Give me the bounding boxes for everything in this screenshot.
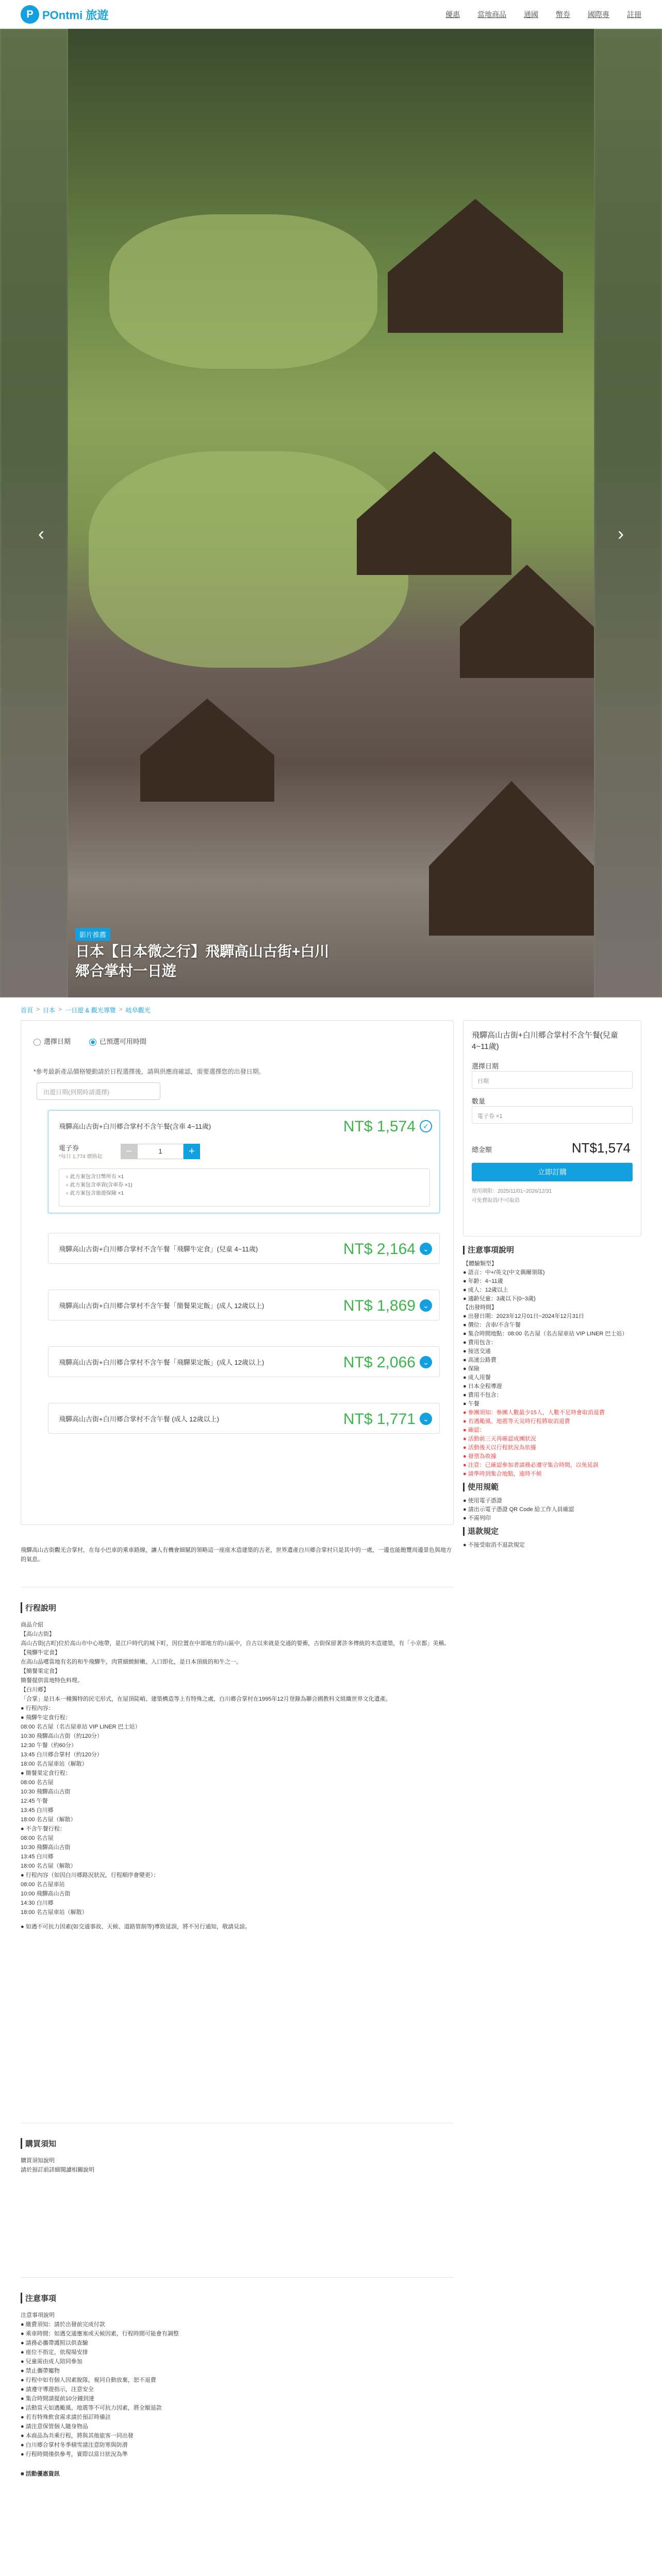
list-item: 18:00 名古屋（解散）: [21, 1863, 76, 1869]
list-item: 【簡餐果定食】: [21, 1668, 60, 1674]
list-item: ● 活動前三天再確認成團狀況: [463, 1436, 536, 1442]
list-item: ● 請注意保管個人隨身物品: [21, 2424, 88, 2430]
list-item: 13:45 白川郷合掌村（約120分）: [21, 1752, 103, 1758]
list-item: 10:30 飛驒高山古街: [21, 1789, 71, 1795]
list-item: ● 活動後天以行程狀況為依據: [463, 1445, 536, 1451]
list-item: 【體驗類型】: [463, 1261, 497, 1267]
package-name: 飛驒高山古街+白川郷合掌村不含午餐「飛驒牛定食」(兒童 4~11歲): [59, 1245, 258, 1253]
list-item: ● 確認：: [463, 1427, 485, 1433]
list-item: ● 不接受取消不退款規定: [463, 1542, 525, 1548]
list-item: ● 集合時間地點：08:00 名古屋（名古屋車站 VIP LINER 巴士站）: [463, 1331, 628, 1337]
house-shape: [357, 451, 511, 575]
list-item: 在高山品嚐當地有名的和牛飛驒牛，肉質細緻鮮嫩、入口即化，是日本頂級的和牛之一。: [21, 1659, 242, 1665]
include-text: 此方案包含旅遊保險 ×1: [70, 1191, 124, 1196]
list-item: ● 日本全程導遊: [463, 1383, 502, 1389]
hero-image: [68, 29, 594, 997]
booking-summary: [463, 1020, 641, 1236]
quantity-value[interactable]: 1: [137, 1144, 184, 1159]
qty-field[interactable]: 電子券 ×1: [472, 1106, 633, 1124]
list-item: ● 行程中如有個人因素脫隊，視同自動放棄，恕不退費: [21, 2377, 156, 2383]
list-item: ● 本商品為共乘行程，將與其他旅客一同出發: [21, 2433, 134, 2439]
notice-list: [21, 2311, 454, 2459]
date-mode-radios: [34, 1036, 146, 1046]
list-item: ● 高速公路費: [463, 1357, 496, 1363]
list-item: ● 若有特殊飲食需求請於預訂時備註: [21, 2414, 111, 2420]
hero-prev-image[interactable]: [0, 29, 68, 997]
booking-panel: [21, 1020, 454, 1525]
breadcrumb-sep: >: [36, 1006, 40, 1013]
list-item: ● 保險: [463, 1366, 479, 1372]
field-shape: [109, 214, 377, 369]
section-heading: 使用規範: [463, 1483, 641, 1492]
list-item: 「合掌」是日本一種獨特的民宅形式，在屋頂陡峭、建築構造等上有特殊之處，白川郷合掌村在1995年12月登錄為聯合國教科文組織世界文化遺產。: [21, 1696, 391, 1702]
breadcrumb-item[interactable]: 首頁: [21, 1007, 34, 1014]
booking-note: *參考最新產品價格變動請於日程選擇後，請與供應商確認，需要選擇您的出發日期。: [34, 1068, 265, 1075]
purchase-section: [21, 2138, 454, 2175]
list-item: ● 座位不指定，依現場安排: [21, 2349, 88, 2355]
list-item: 請於預訂前詳細閱讀相關說明: [21, 2167, 94, 2173]
total-label: 總金額: [472, 1146, 492, 1154]
itinerary-list: [21, 1620, 454, 1917]
section-heading: 行程說明: [21, 1602, 454, 1613]
breadcrumb-item[interactable]: 岐阜觀光: [125, 1007, 151, 1014]
package-option[interactable]: [48, 1346, 440, 1377]
list-item: ● 行程時間僅供參考，實際以當日狀況為準: [21, 2451, 128, 2458]
list-item: ● 參團須知：參團人數最少15人，人數不足時會取消退費: [463, 1410, 605, 1416]
nav-link-2[interactable]: 通國: [524, 10, 538, 19]
intro-text: [21, 1546, 454, 1564]
nav-link-1[interactable]: 當地商品: [477, 10, 506, 19]
itinerary-section: [21, 1602, 454, 1931]
package-price: NT$ 1,771: [343, 1411, 416, 1428]
cancel-policy: 可免費取消/不可取消: [472, 1198, 520, 1204]
radio-checked-icon: [89, 1039, 96, 1046]
list-item: 13:45 白川郷: [21, 1854, 54, 1860]
list-item: ● 白川郷合掌村冬季積雪請注意防寒與防滑: [21, 2442, 128, 2448]
chevron-left-icon[interactable]: ‹: [38, 523, 44, 544]
radio-label: 選擇日期: [44, 1038, 71, 1045]
package-option[interactable]: [48, 1110, 440, 1213]
house-shape: [460, 565, 594, 678]
list-item: ● 使用電子憑證: [463, 1498, 502, 1504]
logo-text: POntmi 旅遊: [42, 8, 109, 22]
intro-paragraph: 飛驒高山古街觀光合掌村，在每小巴車的乘車路線，讓人有機會細膩的領略這一座座木造建築的古老，世界遺產白川郷合掌村只是其中的一處，一邊也能飽覽周邊景色與地方的氣息。: [21, 1547, 452, 1563]
hero-gallery: [0, 29, 662, 997]
qty-sub: *每日 1,774 價格起: [59, 1154, 103, 1160]
list-item: 08:00 名古屋: [21, 1835, 54, 1841]
list-item: ● 請出示電子憑證 QR Code 給工作人員確認: [463, 1506, 574, 1513]
qty-label: 電子券: [59, 1144, 79, 1152]
list-item: 08:00 名古屋車站: [21, 1882, 65, 1888]
list-item: 高山古街(古町)位於高山市中心地帶，是江戶時代的城下町，因位置在中部地方的山區中，自古以來就是交通的要衝，古街保留著許多傳統的木造建築，有「小京都」美稱。: [21, 1640, 450, 1647]
include-item: ○ 此方案包含車資(含車券 ×1): [65, 1182, 133, 1188]
list-item: ● 繳費須知：請於出發前完成付款: [21, 2321, 105, 2328]
list-item: 【出發時間】: [463, 1304, 497, 1311]
quantity-stepper: [121, 1144, 200, 1159]
package-price: NT$ 1,869: [343, 1297, 416, 1314]
notice-section: [21, 2293, 454, 2479]
list-item: 注意事項說明: [21, 2312, 55, 2318]
list-item: ● 集合時間請提前10分鐘到達: [21, 2396, 94, 2402]
list-item: ● 請準時到集合地點，逾時不候: [463, 1471, 542, 1477]
house-shape: [388, 199, 563, 333]
nav-link-5[interactable]: 註冊: [627, 10, 641, 19]
radio-preselected[interactable]: [89, 1036, 146, 1046]
package-price: NT$ 2,164: [343, 1241, 416, 1258]
package-option[interactable]: [48, 1403, 440, 1434]
package-name: 飛驒高山古街+白川郷合掌村不含午餐 (成人 12歲以上): [59, 1415, 219, 1423]
chevron-down-icon: ⌄: [420, 1413, 432, 1425]
date-label: 選擇日期: [472, 1062, 499, 1070]
banner-label: ■ 活動優惠資訊: [21, 2471, 60, 2477]
list-item: 13:45 白川郷: [21, 1807, 54, 1814]
list-item: 【白川郷】: [21, 1687, 49, 1693]
date-input[interactable]: 出遊日期(到期時請選擇): [37, 1082, 160, 1100]
list-item: ● 價位：含車/不含午餐: [463, 1322, 521, 1328]
list-item: ● 出發日期：2023年12月01日~2024年12月31日: [463, 1313, 585, 1319]
right-notes: [463, 1242, 641, 1550]
radio-select-date[interactable]: [34, 1036, 71, 1046]
chevron-down-icon: ⌄: [420, 1243, 432, 1255]
list-item: ● 乘車時間：如遇交通壅塞或天候因素，行程時間可能會有調整: [21, 2331, 179, 2337]
section-heading: 注意事項: [21, 2293, 454, 2303]
book-now-button[interactable]: 立即訂購: [472, 1163, 633, 1181]
date-field[interactable]: 日期: [472, 1071, 633, 1089]
hero-next-image[interactable]: [594, 29, 662, 997]
list-item: ● 年齡：4~11歲: [463, 1278, 503, 1284]
list-item: ● 簡餐果定食行程：: [21, 1770, 71, 1776]
check-icon: ✓: [420, 1120, 432, 1132]
chevron-down-icon: ⌄: [420, 1356, 432, 1368]
list-item: ● 成人用餐: [463, 1375, 491, 1381]
list-item: 【高山古街】: [21, 1631, 55, 1637]
minus-button[interactable]: −: [121, 1144, 137, 1159]
top-bar: [0, 0, 662, 29]
package-price: NT$ 1,574: [343, 1118, 416, 1135]
logo[interactable]: [21, 5, 108, 24]
logo-mark: P: [21, 5, 39, 24]
list-item: 商品介紹: [21, 1622, 43, 1628]
list-item: 10:00 飛驒高山古街: [21, 1891, 71, 1897]
include-item: ○ 此方案包含旅遊保險 ×1: [65, 1191, 124, 1196]
valid-period: 使用期限：2025/11/01~2026/12/31: [472, 1189, 552, 1194]
package-price: NT$ 2,066: [343, 1354, 416, 1371]
package-name: 飛驒高山古街+白川郷合掌村不含午餐「飛驒果定飯」(成人 12歲以上): [59, 1359, 264, 1366]
list-item: ● 活動當天如遇颱風、地震等不可抗力因素，將全額退款: [21, 2405, 162, 2411]
list-item: 08:00 名古屋: [21, 1780, 54, 1786]
usage-lines: [463, 1497, 641, 1523]
include-text: 此方案包含車資(含車券 ×1): [70, 1182, 133, 1188]
include-item: ○ 此方案包含日幣所有 ×1: [65, 1174, 124, 1180]
list-item: ● 禁止攜帶寵物: [21, 2368, 60, 2374]
house-shape: [140, 699, 274, 802]
list-item: 18:00 名古屋（解散）: [21, 1817, 76, 1823]
list-item: ● 午餐: [463, 1401, 479, 1407]
breadcrumb-sep: >: [58, 1006, 62, 1013]
notes-lines: [463, 1260, 641, 1409]
chevron-down-icon: ⌄: [420, 1299, 432, 1312]
list-item: ● 行程內容：: [21, 1705, 54, 1711]
list-item: 18:00 名古屋車站（解散）: [21, 1909, 88, 1916]
list-item: 10:30 飛驒高山古街（約120分）: [21, 1733, 103, 1739]
list-item: ● 不需列印: [463, 1515, 491, 1521]
list-item: 18:00 名古屋車站（解散）: [21, 1761, 88, 1767]
list-item: ● 發票為收據: [463, 1453, 496, 1460]
list-item: ● 成人：12歲以上: [463, 1287, 508, 1293]
breadcrumb-item[interactable]: 日本: [43, 1007, 56, 1014]
list-item: 08:00 名古屋（名古屋車站 VIP LINER 巴士站）: [21, 1724, 141, 1730]
package-option[interactable]: [48, 1233, 440, 1264]
section-heading: 注意事項說明: [463, 1246, 641, 1255]
list-item: ● 接送交通: [463, 1348, 491, 1354]
breadcrumb-item[interactable]: 一日遊 & 觀光導覽: [65, 1007, 116, 1014]
nav-link-4[interactable]: 國際專: [588, 10, 609, 19]
summary-title: 飛驒高山古街+白川郷合掌村不含午餐(兒童 4~11歲): [472, 1031, 618, 1051]
breadcrumb-sep: >: [119, 1006, 123, 1013]
list-item: ● 不含午餐行程：: [21, 1826, 65, 1832]
list-item: 10:30 飛驒高山古街: [21, 1844, 71, 1851]
total-amount: NT$1,574: [571, 1140, 631, 1156]
list-item: ● 飛驒牛定食行程：: [21, 1715, 71, 1721]
list-item: 14:30 白川郷: [21, 1900, 54, 1906]
list-item: 12:45 午餐: [21, 1798, 48, 1804]
chevron-right-icon[interactable]: ›: [618, 523, 624, 544]
includes-box: [59, 1168, 430, 1207]
nav-link-3[interactable]: 幣券: [556, 10, 570, 19]
warning-lines: [463, 1409, 641, 1479]
list-item: ● 行程內容（如因白川郷路況狀況，行程順序會變更）：: [21, 1872, 159, 1878]
plus-button[interactable]: +: [184, 1144, 200, 1159]
hero-tag: 影片推薦: [75, 928, 110, 941]
package-name: 飛驒高山古街+白川郷合掌村不含午餐(含車 4~11歲): [59, 1123, 211, 1130]
refund-lines: [463, 1541, 641, 1550]
list-item: ● 適齡兒童：3歲以下(0~3歲): [463, 1296, 536, 1302]
purchase-list: [21, 2156, 454, 2175]
radio-label: 已預選可用時間: [100, 1038, 147, 1045]
itinerary-footnote: ● 如遇不可抗力因素(如交通事故、天候、道路管制等)導致延誤，將不另行通知，敬請見諒。: [21, 1924, 251, 1930]
list-item: 購買須知說明: [21, 2158, 55, 2164]
list-item: ● 請遵守導遊指示，注意安全: [21, 2386, 94, 2393]
list-item: ● 若遇颱風、地震等天災時行程將取消退費: [463, 1418, 570, 1425]
list-item: ● 兒童需由成人陪同參加: [21, 2359, 82, 2365]
section-heading: 退款規定: [463, 1527, 641, 1536]
list-item: 【飛驒牛定食】: [21, 1650, 60, 1656]
list-item: ● 費用不包含：: [463, 1392, 502, 1398]
list-item: ● 請務必攜帶護照以供查驗: [21, 2340, 88, 2346]
hero-title: 日本【日本微之行】飛驒高山古街+白川郷合掌村一日遊: [75, 943, 329, 979]
list-item: 簡餐提供當地特色料理。: [21, 1677, 83, 1684]
list-item: 12:30 午餐（約60分）: [21, 1742, 77, 1749]
list-item: ● 費用包含：: [463, 1340, 496, 1346]
package-option[interactable]: [48, 1290, 440, 1320]
breadcrumb: [21, 1006, 151, 1014]
qty-label: 數量: [472, 1097, 486, 1105]
radio-icon: [34, 1039, 41, 1046]
section-heading: 購買須知: [21, 2138, 454, 2149]
list-item: ● 語言：中+/英文(中文偶爾領隊): [463, 1269, 545, 1276]
main-nav: [445, 9, 641, 20]
nav-link-0[interactable]: 優惠: [445, 10, 460, 19]
list-item: ● 注意：已確認參加者請務必遵守集合時間，以免延誤: [463, 1462, 599, 1468]
divider: [21, 2277, 454, 2278]
house-shape: [429, 781, 594, 936]
include-text: 此方案包含日幣所有 ×1: [70, 1174, 124, 1180]
package-name: 飛驒高山古街+白川郷合掌村不含午餐「簡餐果定飯」(成人 12歲以上): [59, 1302, 264, 1310]
